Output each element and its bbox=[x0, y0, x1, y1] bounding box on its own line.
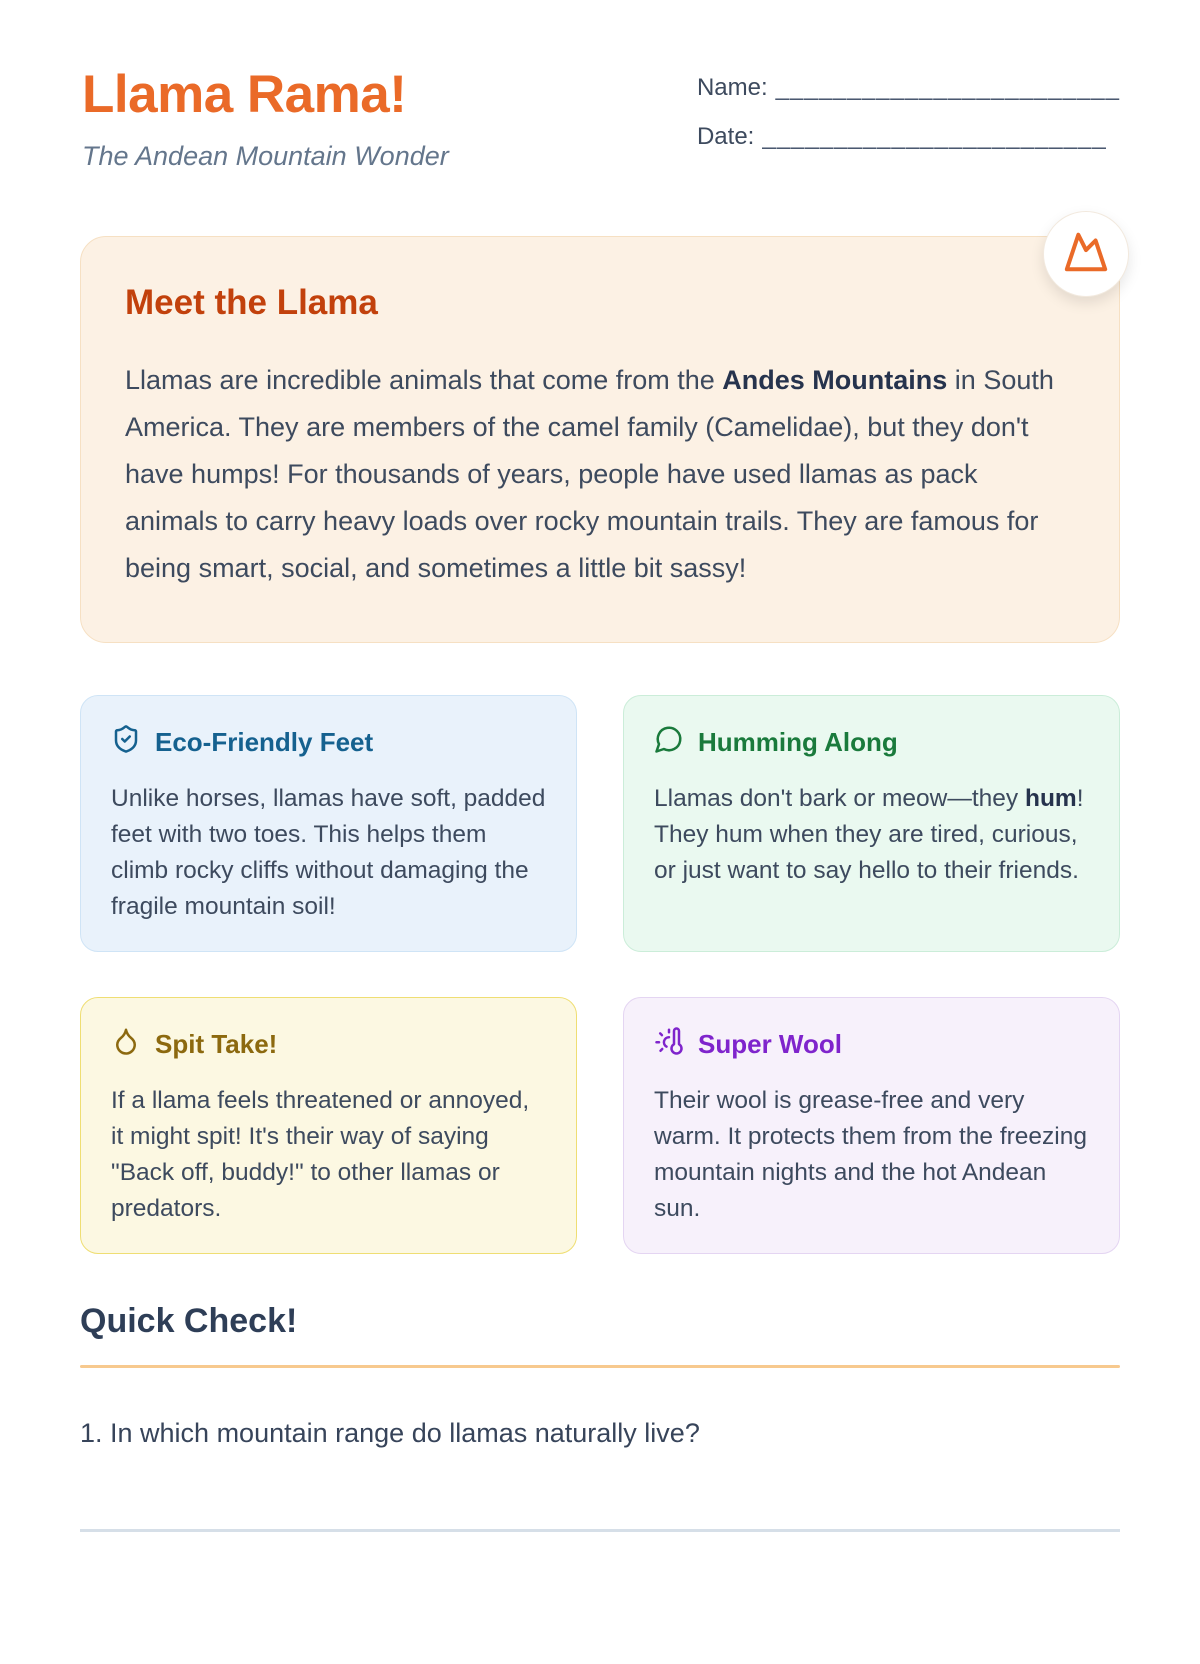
header-titles bbox=[80, 64, 449, 172]
fact-cards-grid bbox=[80, 695, 1120, 1254]
mountain-icon bbox=[1063, 229, 1109, 280]
header bbox=[80, 64, 1120, 172]
date-blank-line: ________________________ bbox=[762, 123, 1107, 150]
page-subtitle: The Andean Mountain Wonder bbox=[82, 141, 449, 171]
card-body: Unlike horses, llamas have soft, padded feet with two toes. This helps them climb rocky cliffs without damaging the fragile mountain soil! bbox=[111, 785, 546, 920]
date-field bbox=[697, 123, 1120, 151]
card-eco-friendly-feet bbox=[80, 695, 577, 952]
card-spit-take-header bbox=[111, 1026, 546, 1063]
card-text-pre: Llamas don't bark or meow—they bbox=[654, 785, 1025, 812]
card-title: Super Wool bbox=[698, 1029, 842, 1059]
card-body: Their wool is grease-free and very warm. It protects them from the freezing mountain nights and the hot Andean sun. bbox=[654, 1087, 1087, 1222]
mountain-badge bbox=[1043, 211, 1129, 297]
intro-paragraph bbox=[125, 357, 1075, 592]
name-date-block bbox=[697, 74, 1120, 172]
thermometer-sun-icon bbox=[654, 1026, 684, 1063]
card-title: Spit Take! bbox=[155, 1029, 278, 1059]
intro-text-post: in South America. They are members of the camel family (Camelidae), but they don't have humps! For thousands of years, people have used llamas as pack animals to carry heavy loads over rocky mountain trails. They are famous for being smart, social, and sometimes a little bit sassy! bbox=[125, 365, 1054, 583]
card-title: Eco-Friendly Feet bbox=[155, 727, 374, 757]
orange-divider bbox=[80, 1365, 1120, 1368]
name-label: Name: bbox=[696, 74, 768, 101]
name-field bbox=[697, 74, 1120, 102]
intro-heading: Meet the Llama bbox=[125, 283, 378, 322]
answer-blank-line bbox=[80, 1529, 1120, 1532]
intro-text-bold: Andes Mountains bbox=[722, 365, 948, 395]
date-label: Date: bbox=[696, 123, 755, 150]
question-1: 1. In which mountain range do llamas naturally live? bbox=[80, 1418, 700, 1448]
droplet-icon bbox=[111, 1026, 141, 1063]
shield-check-icon bbox=[111, 724, 141, 761]
name-blank-line: ________________________ bbox=[775, 74, 1120, 101]
card-eco-friendly-feet-header bbox=[111, 724, 546, 761]
card-text-post: ! They hum when they are tired, curious, or just want to say hello to their friends. bbox=[654, 785, 1084, 884]
card-spit-take bbox=[80, 997, 577, 1254]
card-body bbox=[654, 781, 1089, 889]
intro-section bbox=[80, 236, 1120, 643]
card-humming-along bbox=[623, 695, 1120, 952]
card-title: Humming Along bbox=[698, 727, 898, 757]
card-super-wool-header bbox=[654, 1026, 1089, 1063]
worksheet-page bbox=[0, 64, 1200, 1532]
card-super-wool bbox=[623, 997, 1120, 1254]
speech-bubble-icon bbox=[654, 724, 684, 761]
card-text-bold: hum bbox=[1024, 785, 1077, 812]
card-body: If a llama feels threatened or annoyed, it might spit! It's their way of saying "Back off, buddy!" to other llamas or predators. bbox=[111, 1087, 530, 1222]
quick-check-heading: Quick Check! bbox=[80, 1302, 298, 1340]
page-title: Llama Rama! bbox=[82, 65, 407, 124]
intro-text-pre: Llamas are incredible animals that come from the bbox=[125, 365, 723, 395]
card-humming-along-header bbox=[654, 724, 1089, 761]
quick-check-section bbox=[80, 1302, 1120, 1532]
